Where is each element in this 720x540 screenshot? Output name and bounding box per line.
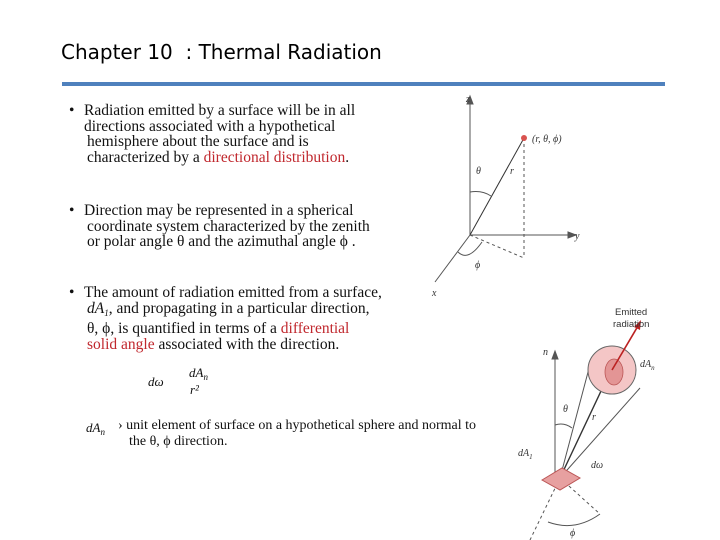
bullet-line: Radiation emitted by a surface will be in all xyxy=(84,102,356,119)
dAn-label: $dA_n$ xyxy=(640,359,655,372)
phi-arc xyxy=(548,514,600,526)
phi-label: ϕ xyxy=(570,528,576,539)
definition-line: › unit element of surface on a hypothetical sphere and normal to xyxy=(118,418,477,433)
equation-lhs: dω xyxy=(148,374,164,389)
normal-arrowhead xyxy=(552,351,558,359)
bullet-line: coordinate system characterized by the zenith xyxy=(87,217,370,235)
r-label: r xyxy=(592,412,596,423)
bullet-line: The amount of radiation emitted from a surface, xyxy=(84,284,382,301)
bullet-line: solid angle associated with the direction. xyxy=(87,335,340,353)
highlight-text: solid angle xyxy=(87,335,155,353)
highlight-text: differential xyxy=(280,320,350,338)
radius-vector xyxy=(470,138,524,235)
dAn-element xyxy=(605,359,623,385)
highlight-text: directional distribution xyxy=(203,148,346,166)
bullet-line: θ, ϕ, is quantified in terms of a differential xyxy=(87,320,350,338)
arrow-icon: › xyxy=(118,418,123,433)
definition-line: the θ, ϕ direction. xyxy=(129,434,228,449)
page-title: Chapter 10 : Thermal Radiation xyxy=(61,40,382,64)
bullet-dot: • xyxy=(69,284,75,301)
spherical-coordinates-figure xyxy=(420,92,590,302)
bullet-solid-angle xyxy=(69,284,382,353)
emitted-label-line2: radiation xyxy=(613,319,650,330)
bullet-line: directions associated with a hypothetical xyxy=(84,117,336,135)
equation-numerator: $dA_n$ xyxy=(189,365,208,382)
emitted-label-line1: Emitted xyxy=(615,307,648,318)
bullet-dot: • xyxy=(69,102,75,119)
definition-symbol: $dA_n$ xyxy=(86,420,105,437)
equation-denominator: r² xyxy=(190,382,199,397)
r-label: r xyxy=(510,166,514,177)
x-axis-label: x xyxy=(432,288,437,299)
phi-arc xyxy=(458,242,482,255)
point-label: (r, θ, ϕ) xyxy=(532,134,562,145)
solid-angle-figure xyxy=(500,300,700,540)
dA1-surface xyxy=(542,468,580,490)
theta-label: θ xyxy=(476,166,481,177)
bullet-spherical-coordinates xyxy=(69,202,370,251)
normal-label: n xyxy=(543,347,548,358)
phi-label: ϕ xyxy=(475,260,481,271)
bullet-directional-distribution xyxy=(69,102,356,166)
theta-arc xyxy=(470,192,491,197)
dA1-label: $dA_1$ xyxy=(518,448,533,461)
theta-arc xyxy=(555,424,572,428)
theta-label: θ xyxy=(563,404,568,415)
domega-label: dω xyxy=(591,460,604,471)
bullet-line: Direction may be represented in a spherical xyxy=(84,202,354,219)
bullet-line: characterized by a directional distribution. xyxy=(87,148,350,166)
bullet-dot: • xyxy=(69,202,75,219)
bullet-line: hemisphere about the surface and is xyxy=(87,133,309,151)
x-axis xyxy=(435,235,470,282)
bullet-line: or polar angle θ and the azimuthal angle ϕ . xyxy=(87,233,356,251)
bullet-line: $dA_1$, and propagating in a particular direction, xyxy=(87,299,370,318)
point-marker xyxy=(521,135,527,141)
solid-angle-equation xyxy=(148,365,228,402)
y-axis-label: y xyxy=(575,231,580,242)
definition-text xyxy=(118,418,476,450)
z-axis-label: z xyxy=(466,94,470,105)
title-divider xyxy=(62,82,665,86)
